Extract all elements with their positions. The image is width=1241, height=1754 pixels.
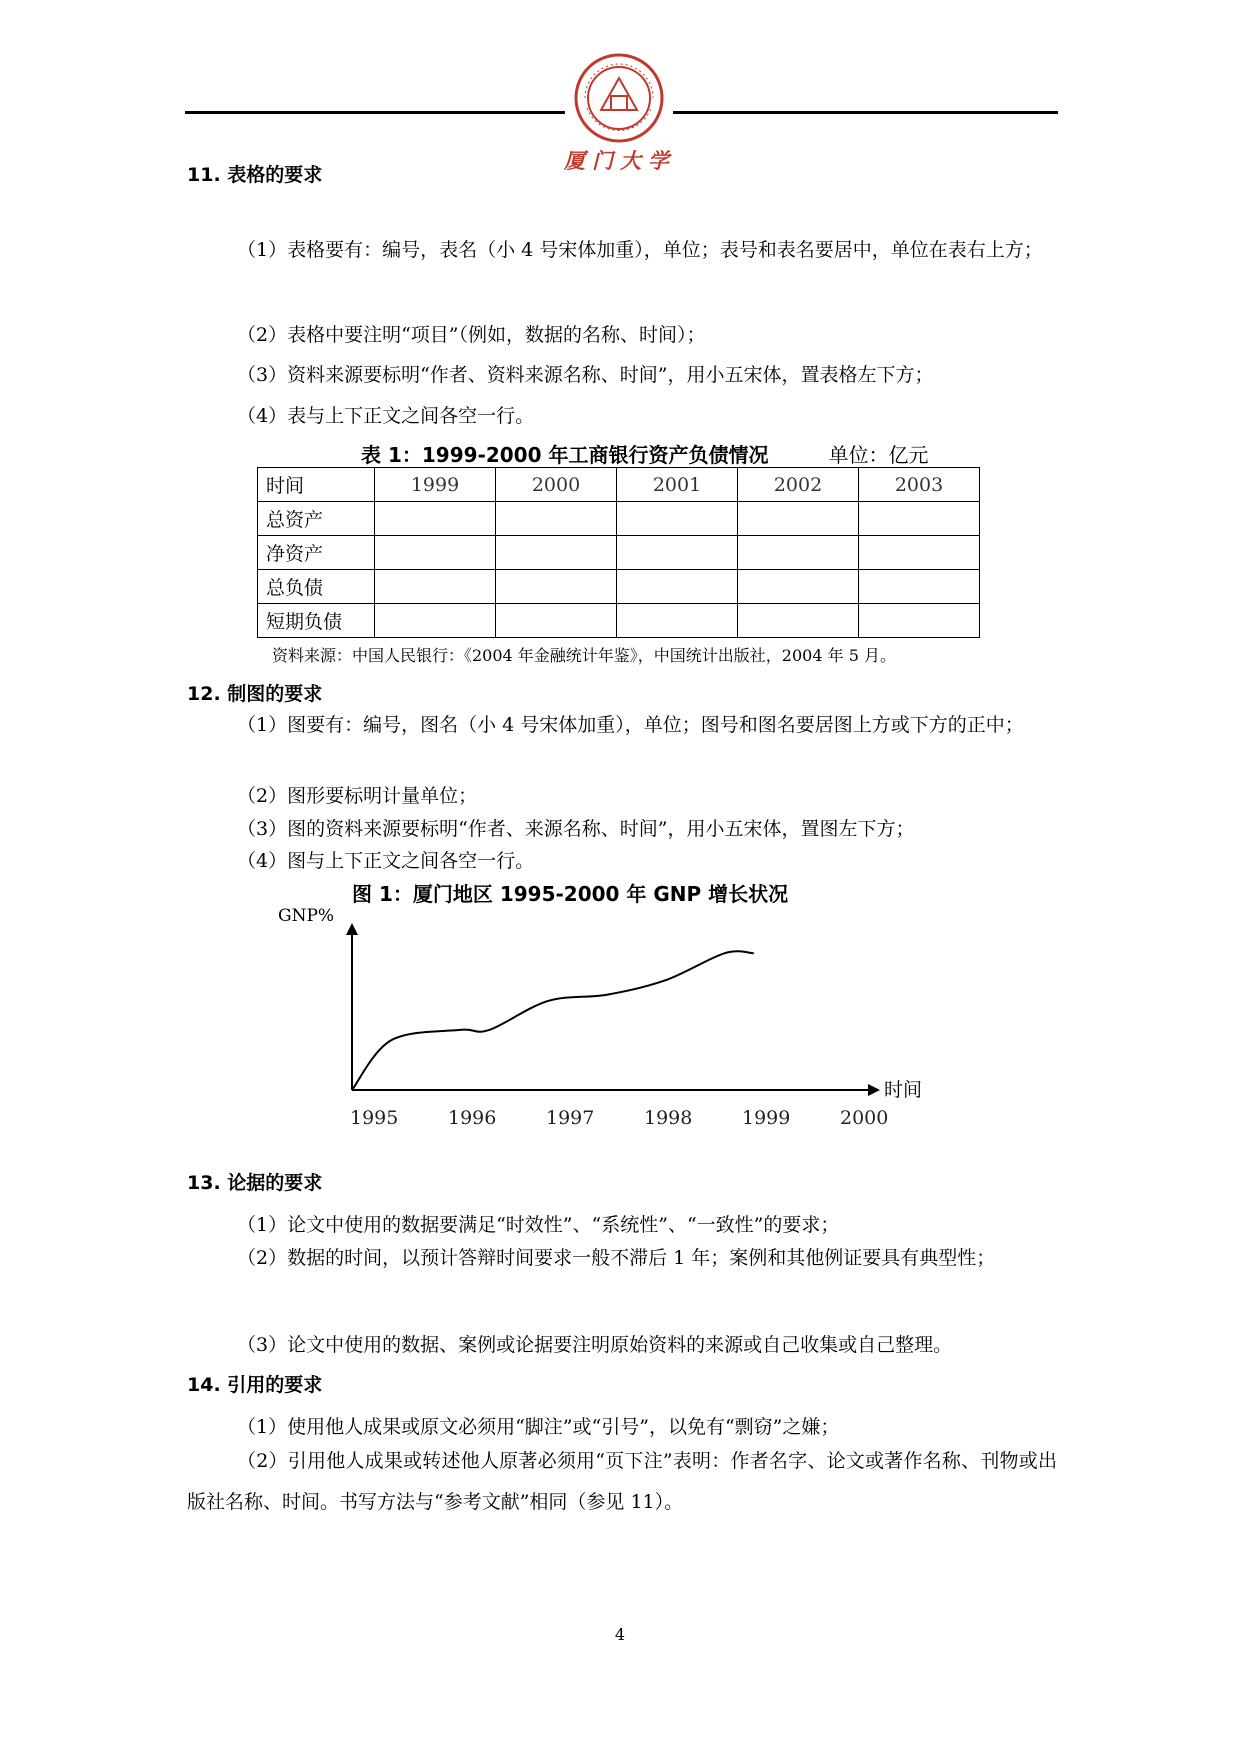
table-cell [738, 570, 859, 604]
section-heading: 13. 论据的要求 [187, 1172, 323, 1194]
table-header-cell: 1999 [375, 468, 496, 502]
table-cell [375, 502, 496, 536]
table-cell [859, 536, 980, 570]
paragraph: （2）表格中要注明“项目”（例如，数据的名称、时间）； [237, 324, 706, 346]
table-cell [738, 536, 859, 570]
paragraph: （2）图形要标明计量单位； [237, 785, 478, 807]
paragraph: （3）图的资料来源要标明“作者、来源名称、时间”，用小五宋体，置图左下方； [237, 818, 915, 840]
section-heading: 11. 表格的要求 [187, 164, 323, 186]
table-cell [859, 604, 980, 638]
header-rule-left [185, 111, 565, 114]
table-caption [361, 439, 928, 468]
x-axis-label: 时间 [884, 1079, 923, 1101]
table-header-cell: 时间 [258, 468, 375, 502]
paragraph: （1）论文中使用的数据要满足“时效性”、“系统性”、“一致性”的要求； [237, 1214, 840, 1236]
paragraph: （3）资料来源要标明“作者、资料来源名称、时间”，用小五宋体，置表格左下方； [237, 364, 934, 386]
table-cell [496, 570, 617, 604]
figure-caption: 图 1：厦门地区 1995-2000 年 GNP 增长状况 [352, 882, 789, 906]
x-tick-label: 1996 [448, 1107, 497, 1129]
paragraph: （1）表格要有：编号，表名（小 4 号宋体加重），单位；表号和表名要居中，单位在表右上方； [237, 239, 1043, 261]
gnp-line-chart [270, 905, 923, 1135]
table-header-row [258, 468, 980, 502]
table-cell [738, 604, 859, 638]
table-cell [496, 502, 617, 536]
table-cell [496, 604, 617, 638]
x-axis-arrow-icon [868, 1084, 880, 1096]
table-row-label: 短期负债 [258, 604, 375, 638]
table-row-label: 净资产 [258, 536, 375, 570]
x-tick-label: 1998 [644, 1107, 693, 1129]
paragraph: （2）引用他人成果或转述他人原著必须用“页下注”表明：作者名字、论文或著作名称、刊物或出版社名称、时间。书写方法与“参考文献”相同（参见 11）。 [187, 1450, 1057, 1513]
x-tick-label: 1995 [350, 1107, 399, 1129]
paragraph: （4）图与上下正文之间各空一行。 [237, 850, 535, 872]
x-tick-label: 2000 [840, 1107, 889, 1129]
table-cell [375, 536, 496, 570]
table-header-cell: 2000 [496, 468, 617, 502]
university-seal-icon [573, 52, 665, 144]
paragraph: （3）论文中使用的数据、案例或论据要注明原始资料的来源或自己收集或自己整理。 [237, 1334, 953, 1356]
x-tick-label: 1997 [546, 1107, 595, 1129]
table-row [258, 502, 980, 536]
paragraph: （4）表与上下正文之间各空一行。 [237, 405, 535, 427]
table-cell [617, 502, 738, 536]
table-header-cell: 2003 [859, 468, 980, 502]
table-cell [375, 570, 496, 604]
table-cell [617, 604, 738, 638]
table-row [258, 570, 980, 604]
table-source-note: 资料来源：中国人民银行：《2004 年金融统计年鉴》，中国统计出版社，2004 年 5 月。 [272, 646, 896, 665]
table-cell [375, 604, 496, 638]
x-tick-label: 1999 [742, 1107, 791, 1129]
data-table [257, 467, 980, 638]
gnp-series-line [352, 951, 754, 1090]
table-unit: 单位：亿元 [828, 443, 929, 467]
section-heading: 14. 引用的要求 [187, 1374, 323, 1396]
table-title: 表 1：1999-2000 年工商银行资产负债情况 [361, 443, 769, 467]
table-row-label: 总资产 [258, 502, 375, 536]
table-cell [617, 536, 738, 570]
table-header-cell: 2002 [738, 468, 859, 502]
table-cell [496, 536, 617, 570]
university-brand-text: 厦门大学 [564, 148, 676, 173]
table-cell [738, 502, 859, 536]
table-row [258, 604, 980, 638]
paragraph: （1）图要有：编号，图名（小 4 号宋体加重），单位；图号和图名要居图上方或下方的正中； [237, 714, 1024, 736]
page-number: 4 [614, 1625, 626, 1644]
table-cell [617, 570, 738, 604]
table-cell [859, 502, 980, 536]
y-axis-arrow-icon [346, 923, 358, 935]
section-heading: 12. 制图的要求 [187, 683, 323, 705]
table-row-label: 总负债 [258, 570, 375, 604]
table-header-cell: 2001 [617, 468, 738, 502]
paragraph: （2）数据的时间，以预计答辩时间要求一般不滞后 1 年；案例和其他例证要具有典型性； [237, 1247, 996, 1269]
header-rule-right [673, 111, 1058, 114]
y-axis-label: GNP% [278, 906, 335, 926]
paragraph: （1）使用他人成果或原文必须用“脚注”或“引号”，以免有“剽窃”之嫌； [237, 1416, 840, 1438]
table-row [258, 536, 980, 570]
table-cell [859, 570, 980, 604]
